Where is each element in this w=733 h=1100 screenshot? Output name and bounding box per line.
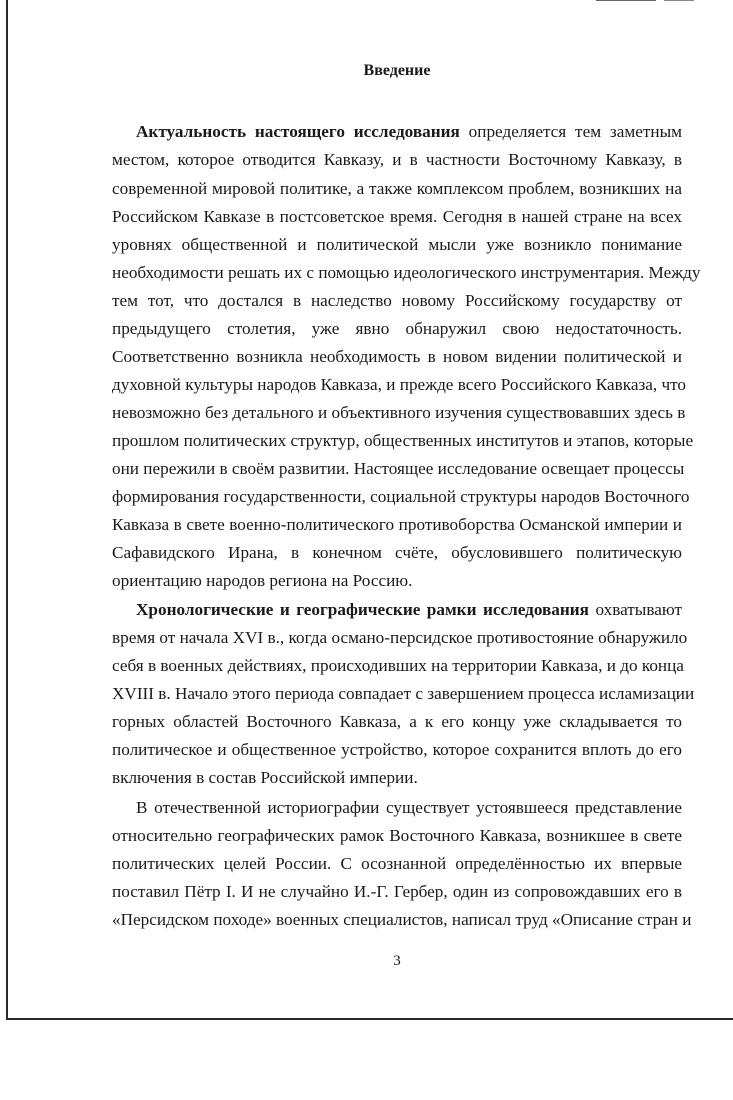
text-line-25: В отечественной историографии существует устоявшееся представление xyxy=(136,798,682,817)
top-scan-mark xyxy=(596,0,656,1)
text-line-28: поставил Пётр I. И не случайно И.-Г. Гербер, один из сопровождавших его в xyxy=(112,882,682,901)
text-line-24: включения в состав Российской империи. xyxy=(112,768,418,787)
text-line-19: время от начала XVI в., когда османо-персидское противостояние обнаружило xyxy=(112,628,688,647)
text-line-9: Соответственно возникла необходимость в новом видении политической и xyxy=(112,347,682,366)
text-line-17: ориентацию народов региона на Россию. xyxy=(112,571,413,590)
text-line-29: «Персидском походе» военных специалистов, написал труд «Описание стран и xyxy=(112,910,692,929)
text-line-1 xyxy=(136,120,682,144)
line-1-text: определяется тем заметным xyxy=(459,122,682,141)
text-line-11: невозможно без детального и объективного изучения существовавших здесь в xyxy=(112,403,686,422)
text-line-21: XVIII в. Начало этого периода совпадает с завершением процесса исламизации xyxy=(112,684,695,703)
text-line-8: предыдущего столетия, уже явно обнаружил свою недостаточность. xyxy=(112,319,682,338)
bottom-margin-rule xyxy=(6,1018,733,1020)
line-18-text: охватывают xyxy=(589,600,682,619)
text-line-23: политическое и общественное устройство, которое сохранится вплоть до его xyxy=(112,740,682,759)
text-line-2: местом, которое отводится Кавказу, и в частности Восточному Кавказу, в xyxy=(112,150,682,169)
text-line-12: прошлом политических структур, общественных институтов и этапов, которые xyxy=(112,431,694,450)
text-line-26: относительно географических рамок Восточного Кавказа, возникшее в свете xyxy=(112,826,682,845)
text-line-18 xyxy=(136,598,682,622)
page-title: Введение xyxy=(363,62,431,79)
text-line-5: уровнях общественной и политической мысли уже возникло понимание xyxy=(112,235,682,254)
text-line-22: горных областей Восточного Кавказа, а к его концу уже складывается то xyxy=(112,712,682,731)
text-line-3: современной мировой политике, а также комплексом проблем, возникших на xyxy=(112,179,682,198)
text-line-20: себя в военных действиях, происходивших на территории Кавказа, и до конца xyxy=(112,656,684,675)
text-line-27: политических целей России. С осознанной определённостью их впервые xyxy=(112,854,682,873)
line-18-bold: Хронологические и географические рамки исследования xyxy=(136,600,589,619)
text-line-10: духовной культуры народов Кавказа, и прежде всего Российского Кавказа, что xyxy=(112,375,686,394)
text-line-14: формирования государственности, социальной структуры народов Восточного xyxy=(112,487,690,506)
text-line-7: тем тот, что достался в наследство новому Российскому государству от xyxy=(112,291,682,310)
top-scan-mark-2 xyxy=(664,0,694,1)
page-number: 3 xyxy=(393,953,401,969)
left-margin-rule xyxy=(6,0,8,1020)
line-1-bold: Актуальность настоящего исследования xyxy=(136,122,460,141)
text-line-16: Сафавидского Ирана, в конечном счёте, обусловившего политическую xyxy=(112,543,682,562)
text-line-4: Российском Кавказе в постсоветское время. Сегодня в нашей стране на всех xyxy=(112,207,682,226)
text-line-13: они пережили в своём развитии. Настоящее исследование освещает процессы xyxy=(112,459,685,478)
text-line-15: Кавказа в свете военно-политического противоборства Османской империи и xyxy=(112,515,682,534)
text-line-6: необходимости решать их с помощью идеологического инструментария. Между xyxy=(112,263,701,282)
